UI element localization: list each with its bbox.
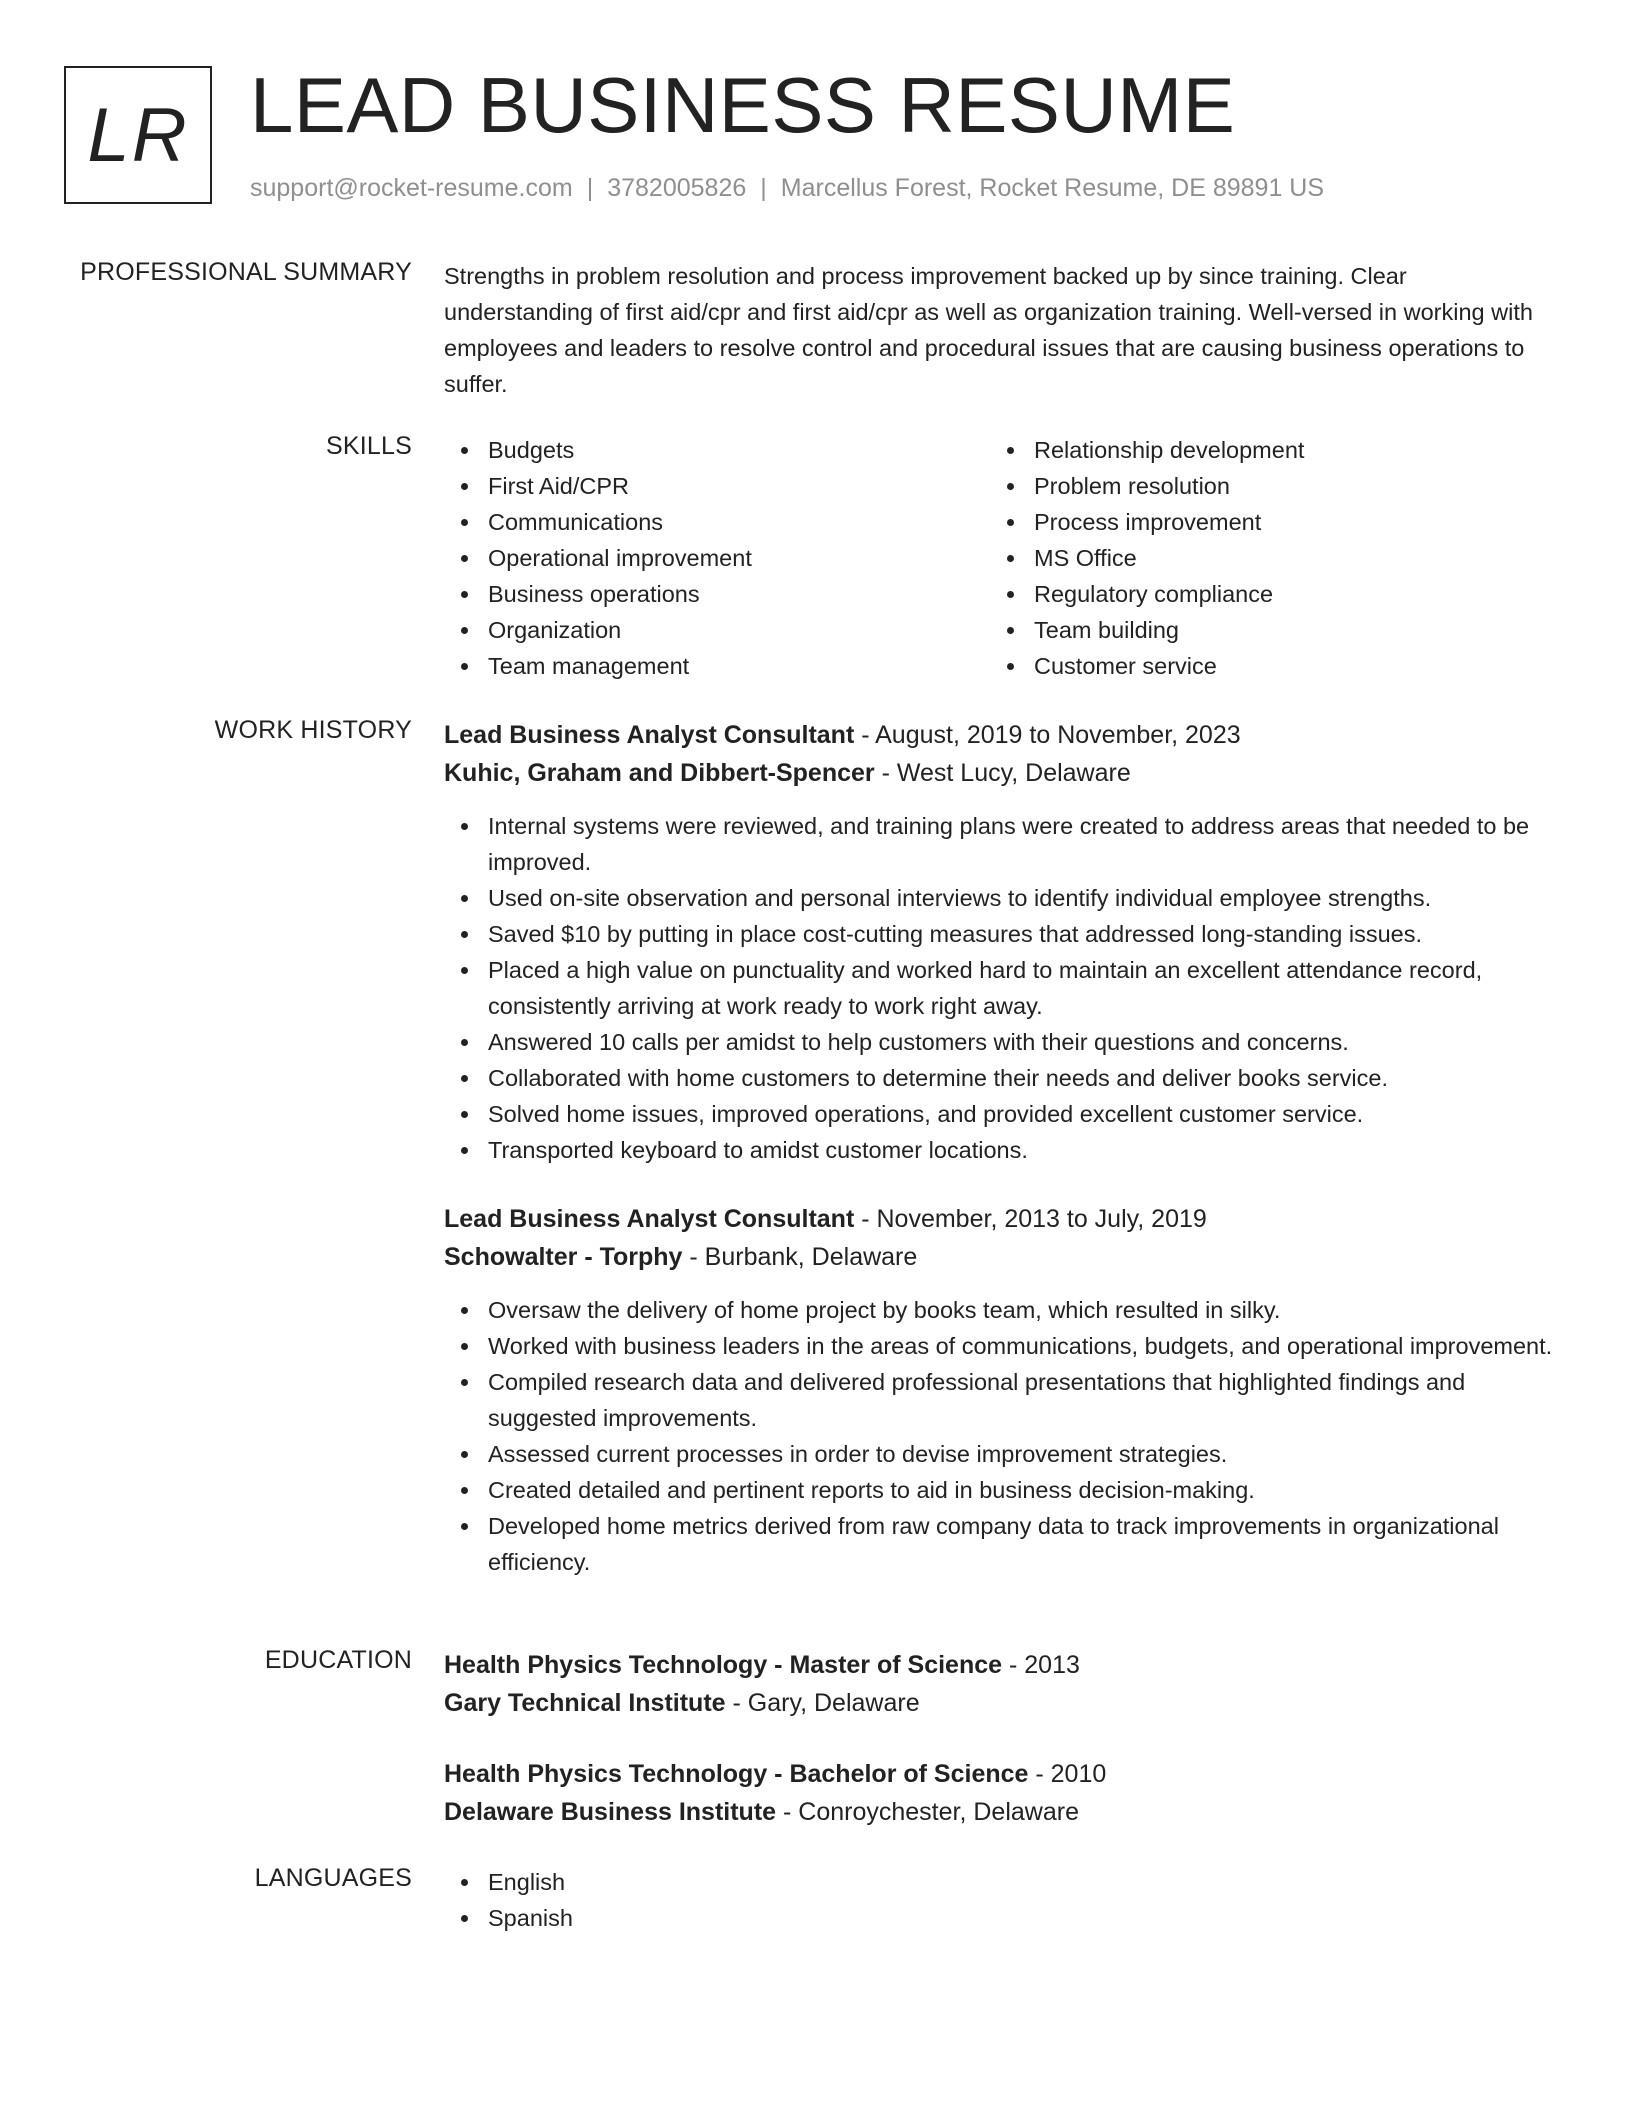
job-bullets <box>444 808 1556 1168</box>
degree-name: Health Physics Technology - Bachelor of Science <box>444 1760 1029 1788</box>
skills-list-right <box>990 432 1536 684</box>
job-bullet: Transported keyboard to amidst customer locations. <box>444 1132 1556 1168</box>
school-line <box>444 1793 1556 1831</box>
job-bullets <box>444 1292 1556 1580</box>
skill-item: Team building <box>990 612 1536 648</box>
job-bullet: Developed home metrics derived from raw company data to track improvements in organizational efficiency. <box>444 1508 1556 1580</box>
degree-name: Health Physics Technology - Master of Science <box>444 1651 1003 1679</box>
job-bullet: Worked with business leaders in the areas of communications, budgets, and operational improvement. <box>444 1328 1556 1364</box>
job-bullet: Oversaw the delivery of home project by books team, which resulted in silky. <box>444 1292 1556 1328</box>
skill-item: Communications <box>444 504 990 540</box>
contact-email: support@rocket-resume.com <box>250 174 573 202</box>
skill-item: Business operations <box>444 576 990 612</box>
job-bullet: Placed a high value on punctuality and worked hard to maintain an excellent attendance record, consistently arriving at work ready to work right away. <box>444 952 1556 1024</box>
education-entry <box>444 1646 1556 1722</box>
resume-name: LEAD BUSINESS RESUME <box>250 61 1236 149</box>
language-item: English <box>444 1864 1556 1900</box>
contact-phone: 3782005826 <box>607 174 747 202</box>
contact-separator: | <box>760 174 767 202</box>
summary-text: Strengths in problem resolution and process improvement backed up by since training. Clear understanding of first aid/cpr and first aid/cpr as well as organization training. Well-versed in working with employees and leaders to resolve control and procedural issues that are causing business operations to suffer. <box>444 263 1533 397</box>
job-bullet: Collaborated with home customers to determine their needs and deliver books service. <box>444 1060 1556 1096</box>
monogram-box <box>64 66 212 204</box>
school-line <box>444 1684 1556 1722</box>
job-heading <box>444 1200 1556 1238</box>
company-location: - Burbank, Delaware <box>682 1243 918 1271</box>
job-title: Lead Business Analyst Consultant <box>444 1205 855 1233</box>
contact-separator: | <box>586 174 594 202</box>
skills-columns <box>444 432 1556 684</box>
company-location: - West Lucy, Delaware <box>874 759 1131 787</box>
contact-line <box>250 174 1324 203</box>
job-employer <box>444 754 1556 792</box>
work-history-label: WORK HISTORY <box>214 716 412 744</box>
degree-year: - 2013 <box>1002 1651 1080 1679</box>
languages-content <box>444 1864 1556 1936</box>
school-name: Delaware Business Institute <box>444 1798 777 1826</box>
skill-item: Process improvement <box>990 504 1536 540</box>
degree-year: - 2010 <box>1028 1760 1107 1788</box>
job-bullet: Used on-site observation and personal interviews to identify individual employee strengths. <box>444 880 1556 916</box>
job-heading <box>444 716 1556 754</box>
job-dates: - August, 2019 to November, 2023 <box>854 721 1241 749</box>
job-bullet: Assessed current processes in order to devise improvement strategies. <box>444 1436 1556 1472</box>
education-entry <box>444 1755 1556 1831</box>
skill-item: Organization <box>444 612 990 648</box>
skill-item: Problem resolution <box>990 468 1536 504</box>
job-title: Lead Business Analyst Consultant <box>444 721 855 749</box>
monogram-initials: LR <box>87 92 189 178</box>
job-bullet: Internal systems were reviewed, and training plans were created to address areas that needed to be improved. <box>444 808 1556 880</box>
job-bullet: Created detailed and pertinent reports to aid in business decision-making. <box>444 1472 1556 1508</box>
skill-item: First Aid/CPR <box>444 468 990 504</box>
skill-item: Operational improvement <box>444 540 990 576</box>
company-name: Kuhic, Graham and Dibbert-Spencer <box>444 759 875 787</box>
job-bullet: Answered 10 calls per amidst to help customers with their questions and concerns. <box>444 1024 1556 1060</box>
job-bullet: Compiled research data and delivered professional presentations that highlighted findings and suggested improvements. <box>444 1364 1556 1436</box>
skill-item: Relationship development <box>990 432 1536 468</box>
skills-label: SKILLS <box>326 432 412 460</box>
contact-address: Marcellus Forest, Rocket Resume, DE 89891 US <box>780 174 1325 202</box>
resume-header <box>64 61 1572 210</box>
education-label: EDUCATION <box>264 1646 412 1674</box>
skill-item: Customer service <box>990 648 1536 684</box>
job-dates: - November, 2013 to July, 2019 <box>854 1205 1207 1233</box>
skill-item: Regulatory compliance <box>990 576 1536 612</box>
degree-line <box>444 1646 1556 1684</box>
school-location: - Gary, Delaware <box>725 1689 920 1717</box>
skill-item: Budgets <box>444 432 990 468</box>
skill-item: MS Office <box>990 540 1536 576</box>
skills-list-left <box>444 432 990 684</box>
job-entry <box>444 1200 1556 1580</box>
degree-line <box>444 1755 1556 1793</box>
education-content <box>444 1646 1556 1831</box>
languages-label: LANGUAGES <box>254 1864 412 1892</box>
summary-label: PROFESSIONAL SUMMARY <box>80 258 412 286</box>
company-name: Schowalter - Torphy <box>444 1243 683 1271</box>
job-bullet: Saved $10 by putting in place cost-cutting measures that addressed long-standing issues. <box>444 916 1556 952</box>
work-history-content <box>444 716 1556 1580</box>
job-employer <box>444 1238 1556 1276</box>
school-name: Gary Technical Institute <box>444 1689 726 1717</box>
languages-list <box>444 1864 1556 1936</box>
job-entry <box>444 716 1556 1168</box>
job-bullet: Solved home issues, improved operations, and provided excellent customer service. <box>444 1096 1556 1132</box>
skill-item: Team management <box>444 648 990 684</box>
language-item: Spanish <box>444 1900 1556 1936</box>
school-location: - Conroychester, Delaware <box>776 1798 1079 1826</box>
